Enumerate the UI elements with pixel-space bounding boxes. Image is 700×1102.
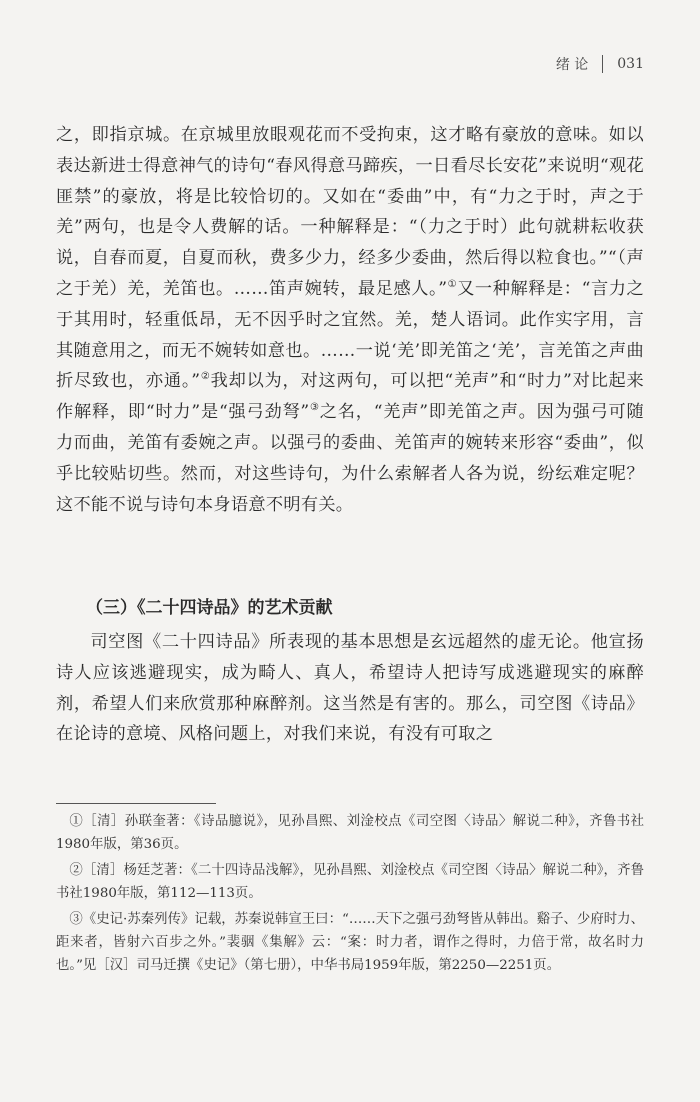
footnote-ref[interactable]: ② (200, 371, 211, 383)
footnote-ref[interactable]: ① (447, 278, 458, 290)
body-paragraph (56, 120, 644, 520)
footnote-divider (56, 803, 216, 804)
text-run: 之名，“羌声”即羌笛之声。因为强弓可随力而曲，羌笛有委婉之声。以强弓的委曲、羌笛声的婉转来形容“委曲”，似乎比较贴切些。然而，对这些诗句，为什么索解者人各为说，纷纭难定呢？这不能不说与诗句本身语意不明有关。 (56, 402, 645, 515)
footnotes (56, 810, 644, 980)
footnote-item: ③《史记·苏秦列传》记载，苏秦说韩宣王曰：“……天下之强弓劲弩皆从韩出。谿子、少府时力、距来者，皆射六百步之外。”裴骃《集解》云：“案：时力者，谓作之得时，力倍于常，故名时力也。”见［汉］司马迁撰《史记》（第七册），中华书局1959年版，第2250—2251页。 (56, 912, 644, 973)
section-text (56, 627, 644, 750)
section-paragraph: 司空图《二十四诗品》所表现的基本思想是玄远超然的虚无论。他宣扬诗人应该逃避现实，成为畸人、真人，希望诗人把诗写成逃避现实的麻醉剂，希望人们来欣赏那种麻醉剂。这当然是有害的。那么，司空图《诗品》在论诗的意境、风格问题上，对我们来说，有没有可取之 (56, 632, 644, 745)
footnote-item: ①［清］孙联奎著：《诗品臆说》，见孙昌熙、刘淦校点《司空图〈诗品〉解说二种》，齐鲁书社1980年版，第36页。 (56, 814, 644, 852)
footnote-ref[interactable]: ③ (309, 402, 320, 414)
text-run: 又一种解释是：“言力之于其用时，轻重低昂，无不因乎时之宜然。羌，楚人语词。此作实字用，言其随意用之，而无不婉转如意也。……一说‘羌’即羌笛之‘羌’，言羌笛之声曲折尽致也，亦通。” (56, 278, 644, 392)
running-header (556, 54, 644, 74)
page-number: 031 (617, 56, 644, 72)
chapter-title: 绪 论 (555, 57, 589, 73)
main-text (56, 120, 644, 520)
section-heading: （三）《二十四诗品》的艺术贡献 (86, 598, 333, 618)
footnote-item: ②［清］杨廷芝著：《二十四诗品浅解》，见孙昌熙、刘淦校点《司空图〈诗品〉解说二种》，齐鲁书社1980年版，第112—113页。 (56, 863, 644, 901)
text-run: 我却以为，对这两句，可以把“羌声”和“时力”对比起来作解释，即“时力”是“强弓劲弩” (56, 371, 645, 423)
text-run: 之，即指京城。在京城里放眼观花而不受拘束，这才略有豪放的意味。如以表达新进士得意神气的诗句“春风得意马蹄疾，一日看尽长安花”来说明“观花匪禁”的豪放，将是比较恰切的。又如在“委曲”中，有“力之于时，声之于羌”两句，也是令人费解的话。一种解释是：“（力之于时）此句就耕耘收获说，自春而夏，自夏而秋，费多少力，经多少委曲，然后得以粒食也。”“（声之于羌）羌，羌笛也。……笛声婉转，最足感人。” (56, 125, 644, 299)
header-divider (602, 55, 603, 73)
